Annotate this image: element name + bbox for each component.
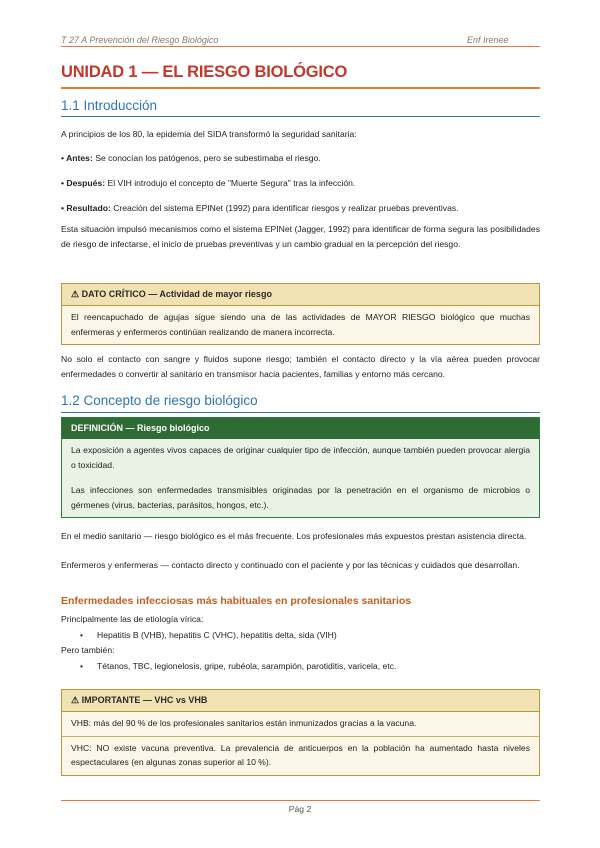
definition-text-2: Las infecciones son enfermedades transmisibles originadas por la penetración en el organismo de microbios o gérmenes (virus, bacterias, parásitos, hongos, etc.). xyxy=(62,477,539,517)
important-box xyxy=(61,689,540,776)
definition-text-1: La exposición a agentes vivos capaces de originar cualquier tipo de infección, aunque también pueden provocar alergia o toxicidad. xyxy=(62,439,539,477)
footer-divider xyxy=(61,800,540,801)
header-divider xyxy=(61,46,540,47)
sanitary-paragraph: En el medio sanitario — riesgo biológico es el más frecuente. Los profesionales más expuestos prestan asistencia directa. xyxy=(61,531,527,541)
important-box-vhb: VHB: más del 90 % de los profesionales sanitarios están inmunizados gracias a la vacuna. xyxy=(62,712,539,736)
header-doc-title: T 27 A Prevención del Riesgo Biológico xyxy=(61,35,219,45)
list-item-text: Hepatitis B (VHB), hepatitis C (VHC), hepatitis delta, sida (VIH) xyxy=(97,630,337,640)
page-header xyxy=(61,35,540,45)
list-item-text: Tétanos, TBC, legionelosis, gripe, rubéola, sarampión, parotiditis, varicela, etc. xyxy=(97,661,397,671)
epinet-paragraph: Esta situación impulsó mecanismos como el sistema EPINet (Jagger, 1992) para identificar de forma segura las posibilidades de riesgo de infectarse, el inicio de pruebas preventivas y un cambio gradual en la percepción del riesgo. xyxy=(61,224,540,249)
viral-label: Principalmente las de etiología vírica: xyxy=(61,614,204,624)
bullet-label: • Resultado: xyxy=(61,203,111,213)
section-heading-concept: 1.2 Concepto de riesgo biológico xyxy=(61,393,258,408)
page-number: Pág 2 xyxy=(288,804,312,814)
subheading-diseases: Enfermedades infecciosas más habituales en profesionales sanitarios xyxy=(61,595,412,607)
section-underline xyxy=(61,412,540,413)
critical-data-box xyxy=(61,283,540,345)
important-box-vhc: VHC: NO existe vacuna preventiva. La prevalencia de anticuerpos en la población ha aumentado hasta niveles espectaculares (en algunas zonas superior al 10 %). xyxy=(62,737,539,775)
important-box-title: ⚠ IMPORTANTE — VHC vs VHB xyxy=(62,690,539,712)
intro-text: A principios de los 80, la epidemia del SIDA transformó la seguridad sanitaria: xyxy=(61,129,357,139)
contact-paragraph: No solo el contacto con sangre y fluidos supone riesgo; también el contacto directo y la vía aérea pueden provocar enfermedades o convertir al sanitario en transmisor hacia pacientes, familias y entorno más cercano. xyxy=(61,354,540,379)
bullet-despues xyxy=(61,176,540,191)
bullet-text: El VIH introdujo el concepto de "Muerte Segura" tras la infección. xyxy=(105,178,356,188)
bullet-label: • Después: xyxy=(61,178,106,188)
critical-box-text: El reencapuchado de agujas sigue siendo una de las actividades de MAYOR RIESGO biológico que muchas enfermeras y enfermeros continúan realizando de manera incorrecta. xyxy=(62,306,539,344)
unit-title: UNIDAD 1 — EL RIESGO BIOLÓGICO xyxy=(61,63,348,81)
definition-box xyxy=(61,417,540,518)
nurses-paragraph: Enfermeros y enfermeras — contacto directo y continuado con el paciente y por las técnicas y cuidados que desarrollan. xyxy=(61,560,520,570)
title-underline xyxy=(61,87,540,89)
list-item: • Tétanos, TBC, legionelosis, gripe, rubéola, sarampión, parotiditis, varicela, etc. xyxy=(80,661,397,671)
definition-title: DEFINICIÓN — Riesgo biológico xyxy=(62,418,539,439)
header-author: Enf Irenee xyxy=(467,35,509,45)
bullet-label: • Antes: xyxy=(61,153,93,163)
bullet-text: Creación del sistema EPINet (1992) para identificar riesgos y realizar pruebas preventivas. xyxy=(110,203,459,213)
bullet-text: Se conocían los patógenos, pero se subestimaba el riesgo. xyxy=(92,153,321,163)
bullet-resultado xyxy=(61,201,540,216)
critical-box-title: ⚠ DATO CRÍTICO — Actividad de mayor riesgo xyxy=(62,284,539,306)
section-underline xyxy=(61,116,540,117)
section-heading-intro: 1.1 Introducción xyxy=(61,98,158,113)
also-label: Pero también: xyxy=(61,645,115,655)
list-item: • Hepatitis B (VHB), hepatitis C (VHC), hepatitis delta, sida (VIH) xyxy=(80,630,337,640)
bullet-antes xyxy=(61,151,540,166)
